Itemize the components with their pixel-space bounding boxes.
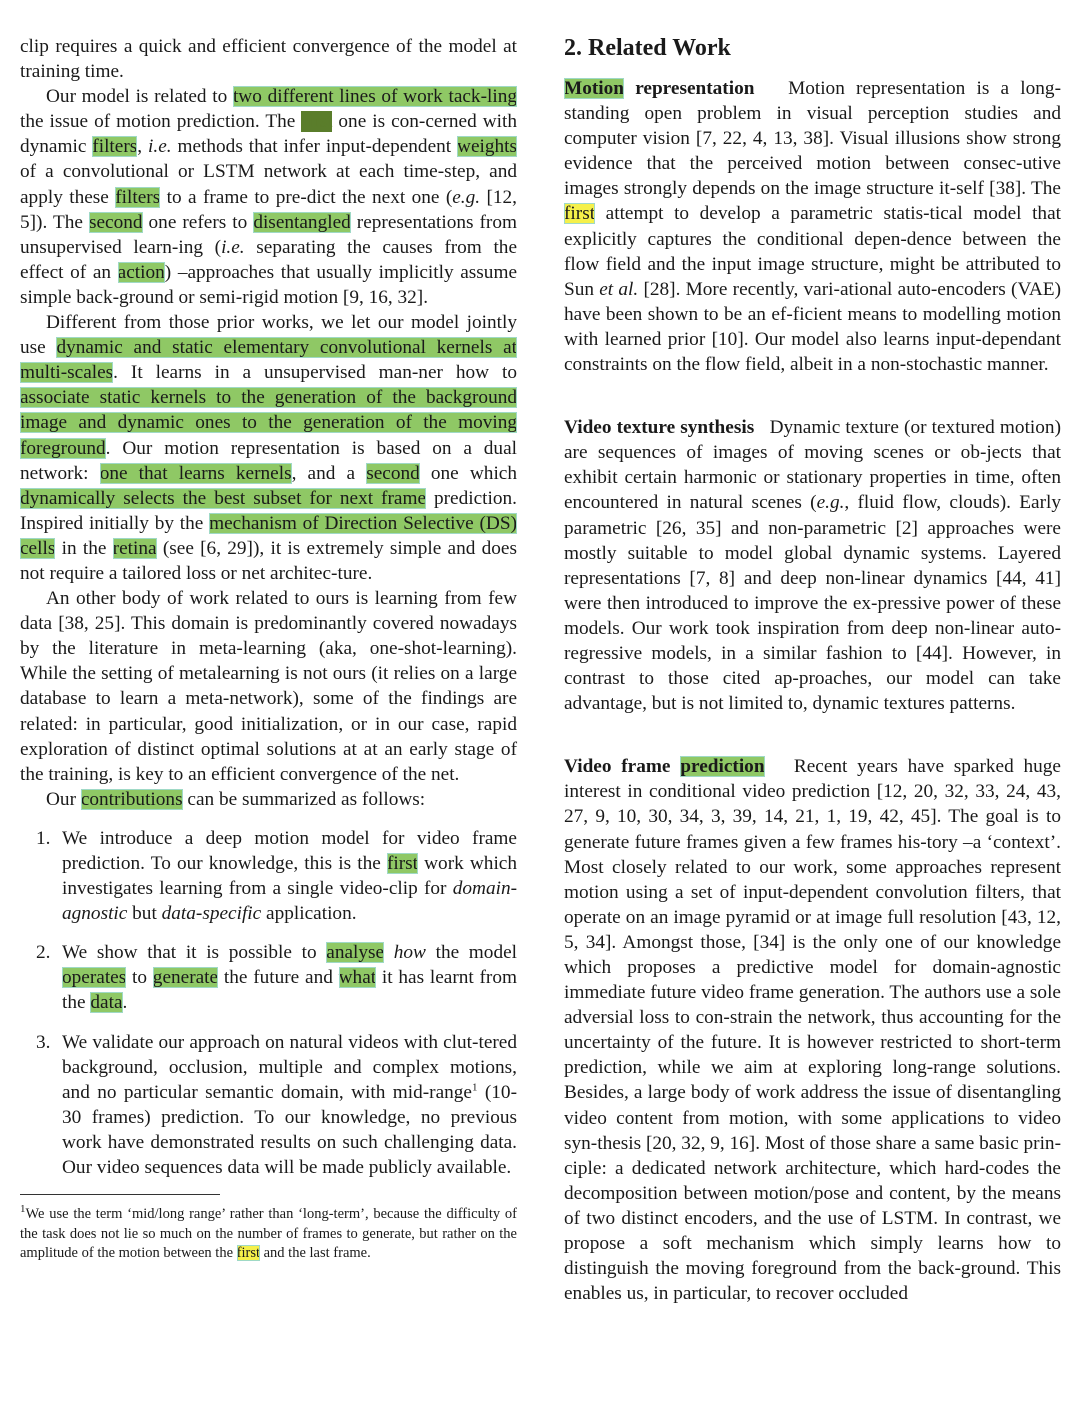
text: attempt to develop a parametric statis-tical model that explicitly captures the conditional depen-dence between the flow field and the input image structure, might be attributed to Sun (564, 203, 1061, 300)
text: , fluid flow, clouds). Early parametric [26, 35] and non-parametric [2] approaches were mostly suitable to model global dynamic systems. Layered representations [7, 8] and deep non-linear dynamics [44, 41] were then introduced to improve the ex-pressive power of these models. Our work took inspiration from deep non-linear auto-regressive models, in a similar fashion to [44]. However, in contrast to those cited ap-proaches, our model can take advantage, but is not limited to, dynamic textures patterns. (564, 492, 1061, 715)
text: We introduce a deep motion model for video frame prediction. To our knowledge, this is the (62, 827, 517, 874)
footnote-number: 1 (20, 1203, 26, 1216)
highlight: contributions (80, 788, 183, 810)
text: representations from unsupervised learn-ing ( (20, 211, 517, 258)
text: We show that it is possible to (62, 942, 327, 964)
text: of a convolutional or LSTM network at each time-step, and apply these (20, 161, 517, 208)
text: prediction. Inspired initially by the (20, 487, 517, 534)
text: in the (55, 537, 113, 559)
highlight: disentangled (253, 211, 351, 233)
list-item (20, 1030, 517, 1181)
text: . It learns in a unsupervised man-ner how to (113, 362, 517, 384)
text: application. (261, 903, 357, 925)
spacer (564, 716, 1061, 754)
text: methods that infer input-dependent (171, 136, 458, 158)
section-title: 2. Related Work (564, 35, 731, 61)
highlight: one that learns kernels (99, 462, 292, 484)
text: can be summarized as follows: (182, 788, 426, 810)
text: An other body of work related to ours is learning from few data [38, 25]. This domain is predominantly covered nowadays by the literature in meta-learning (aka, one-shot-learning). While the setting of metalearning is not ours (it relies on a large database to learn a meta-network), some of the findings are related: in particular, good initialization, or in our case, rapid exploration of distinct optimal solutions at at an early stage of the training, is key to an efficient convergence of the net. (20, 588, 517, 785)
text: one is con-cerned with dynamic (20, 111, 517, 158)
footnote-marker[interactable]: 1 (471, 1081, 478, 1094)
text: Our model is related to (46, 86, 233, 108)
text: clip requires a quick and efficient convergence of the model at training time. (20, 36, 517, 83)
highlight-yellow: first (236, 1244, 260, 1261)
italic-text: how (393, 942, 426, 964)
text: to a frame to pre-dict the next one ( (160, 186, 453, 208)
paragraph-motion-representation (564, 76, 1061, 377)
paragraph-video-texture (564, 415, 1061, 716)
text: and the last frame. (260, 1244, 371, 1261)
text: work which investigates learning from a single video-clip for (62, 853, 518, 900)
text: . Our motion representation is based on a dual network: (20, 437, 517, 484)
text: (see [6, 29]), it is extremely simple and does not require a tailored loss or net architec-ture. (20, 537, 517, 584)
text: Recent years have sparked huge interest in conditional video prediction [12, 20, 32, 33, 24, 43, 27, 9, 10, 30, 34, 3, 39, 14, 21, 1, 19, 42, 45]. The goal is to generate future frames given a few frames his-tory –a ‘context’. Most closely related to our work, some approaches represent motion using a set of input-dependent convolution filters, that operate on an image pyramid or at image full resolution [43, 12, 5, 34]. Amongst those, [34] is the only one of our knowledge which proposes a predictive model for domain-agnostic immediate future video frame generation. The authors use a sole adversial loss to con-strain the network, thus accounting for the uncertainty of the future. It is however restricted to short-term prediction, while we aim at exploring long-range solutions. Besides, a large body of work address the issue of disentangling video content from motion, with some applications to video syn-thesis [20, 32, 9, 16]. Most of those share a same basic prin-ciple: a dedicated network architecture, which hard-codes the decomposition between motion/pose and content, by the means of two distinct encoders, and the use of LSTM. In contrast, we propose a soft mechanism which simply learns how to distinguish the moving foreground from the back-ground. This enables us, in particular, to recover occluded (564, 756, 1061, 1305)
paragraph-heading (564, 78, 754, 99)
text: ) –approaches that usually implicitly assume simple back-ground or semi-rigid motion [9, 16, 32]. (20, 261, 518, 308)
highlight-yellow: first (564, 203, 596, 225)
list-number: 2. (36, 942, 51, 964)
text: it has learnt from the (62, 967, 517, 1014)
italic-text: i.e. (221, 236, 245, 258)
text: , (137, 136, 149, 158)
highlight: operates (62, 967, 127, 989)
text: . (122, 992, 128, 1014)
highlight: generate (152, 967, 219, 989)
text: Different from those prior works, we let our model jointly use (20, 312, 517, 359)
list-number: 1. (36, 827, 51, 849)
text: the issue of motion prediction. The (20, 111, 302, 133)
paragraph-heading (564, 756, 765, 777)
italic-text: domain-agnostic (62, 878, 517, 925)
text: , and a (291, 462, 367, 484)
italic-text: e.g. (816, 492, 845, 514)
text: but (127, 903, 162, 925)
list-item (20, 940, 517, 1015)
highlight: weights (457, 136, 518, 158)
list-number: 3. (36, 1031, 51, 1053)
italic-text: i.e. (148, 136, 172, 158)
highlight: data (90, 992, 123, 1014)
left-column (20, 34, 517, 1263)
spacer (564, 377, 1061, 415)
italic-text: data-specific (161, 903, 262, 925)
paragraph-video-frame-prediction (564, 754, 1061, 1306)
highlight: two different lines of work tack-ling (232, 86, 517, 108)
text: to (126, 967, 153, 989)
text (384, 942, 394, 963)
highlight: action (117, 261, 165, 283)
text: Motion representation is a long-standing open problem in visual perception studies and computer vision [7, 22, 4, 13, 38]. Visual illusions show strong evidence that the perceived motion between consec-utive images strongly depends on the image structure it-self [38]. The (564, 78, 1061, 200)
text: [28]. More recently, vari-ational auto-encoders (VAE) have been shown to be an ef-ficient means to modelling motion with learned prior [10]. Our model also learns input-dependant constraints on the flow field, albeit in a non-stochastic manner. (564, 278, 1061, 376)
highlight: mechanism of Direction Selective (DS) cells (20, 512, 517, 559)
highlight: what (338, 967, 377, 989)
text: (10-30 frames) prediction. To our knowledge, no previous work have demonstrated results on such challenging data. Our video sequences data will be made publicly available. (62, 1081, 517, 1179)
footnote (20, 1205, 517, 1263)
highlight: analyse (326, 942, 385, 964)
text: separating the causes from the effect of an (20, 236, 518, 283)
text: one refers to (142, 211, 254, 233)
highlight: first (386, 853, 419, 874)
paragraph-related-lines (20, 84, 517, 310)
highlight: associate static kernels to the generation of the background image and dynamic ones to the generation of the moving foreground (20, 387, 517, 459)
paragraph-intro-continued (20, 34, 517, 84)
text: representation (623, 78, 755, 99)
right-column (564, 34, 1061, 1306)
paragraph-heading: Video texture synthesis (564, 417, 755, 439)
contributions-list (20, 826, 517, 1180)
text: one which (419, 462, 518, 484)
text: We use the term ‘mid/long range’ rather than ‘long-term’, because the difficulty of the task does not lie so much on the number of frames to generate, but rather on the amplitude of the motion between the (20, 1206, 517, 1261)
text: Our (46, 788, 81, 810)
italic-text: et al. (599, 278, 639, 300)
highlight: dynamically selects the best subset for next frame (20, 487, 427, 509)
paragraph-our-approach (20, 310, 517, 586)
text: Video frame (564, 756, 681, 778)
text: the future and (218, 967, 339, 989)
highlight-dark: first (301, 111, 333, 133)
text: [12, 5]). The (20, 186, 517, 233)
text: the model (425, 942, 517, 964)
text: We validate our approach on natural videos with clut-tered background, occlusion, multiple and complex motions, and no particular semantic domain, with mid-range (62, 1031, 517, 1103)
list-item (20, 826, 517, 926)
highlight: dynamic and static elementary convolutional kernels at multi-scales (20, 337, 517, 384)
highlight: filters (115, 186, 161, 208)
paragraph-few-data (20, 586, 517, 787)
highlight: filters (92, 136, 138, 158)
highlight: Motion (564, 78, 624, 99)
footnote-rule (20, 1194, 220, 1195)
highlight: second (88, 211, 143, 233)
paragraph-contributions (20, 787, 517, 812)
highlight: prediction (680, 756, 765, 778)
highlight: retina (112, 537, 157, 559)
italic-text: e.g. (452, 186, 481, 208)
highlight: second (366, 462, 420, 484)
text: Dynamic texture (or textured motion) are sequences of images of moving scenes or ob-jects that exhibit certain harmonic or stationary properties in time, often encountered in natural scenes ( (564, 417, 1061, 514)
